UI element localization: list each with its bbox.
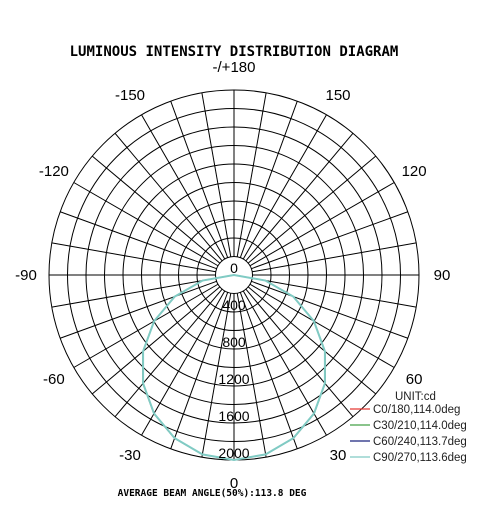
legend-unit-label: UNIT:cd [395,391,436,403]
angle-label: 90 [433,267,451,284]
legend-entry: C30/210,114.0deg [373,420,467,432]
legend-entry: C0/180,114.0deg [373,404,461,416]
angle-label: 0 [229,475,239,492]
angle-label: -90 [15,267,37,284]
radial-label: 400 [222,297,246,313]
angle-label: -120 [38,163,69,180]
angle-label: 60 [405,371,423,388]
angle-label: -150 [114,86,146,104]
radial-label: 1600 [218,408,250,424]
angle-label: 120 [401,163,427,180]
legend-entry: C90/270,113.6deg [373,452,467,464]
radial-label: 0 [230,260,238,276]
footer-beam-angle: AVERAGE BEAM ANGLE(50%):113.8 DEG [117,488,307,499]
angle-label: 30 [329,447,347,465]
legend-entry: C60/240,113.7deg [373,436,467,448]
angle-label: -60 [43,371,65,388]
chart-title: LUMINOUS INTENSITY DISTRIBUTION DIAGRAM [69,44,399,60]
angle-label: -/+180 [212,59,256,76]
angle-label: 150 [325,86,351,104]
radial-label: 1200 [218,371,250,387]
radial-label: 2000 [218,445,250,461]
angle-label: -30 [119,447,141,465]
radial-label: 800 [222,334,246,350]
